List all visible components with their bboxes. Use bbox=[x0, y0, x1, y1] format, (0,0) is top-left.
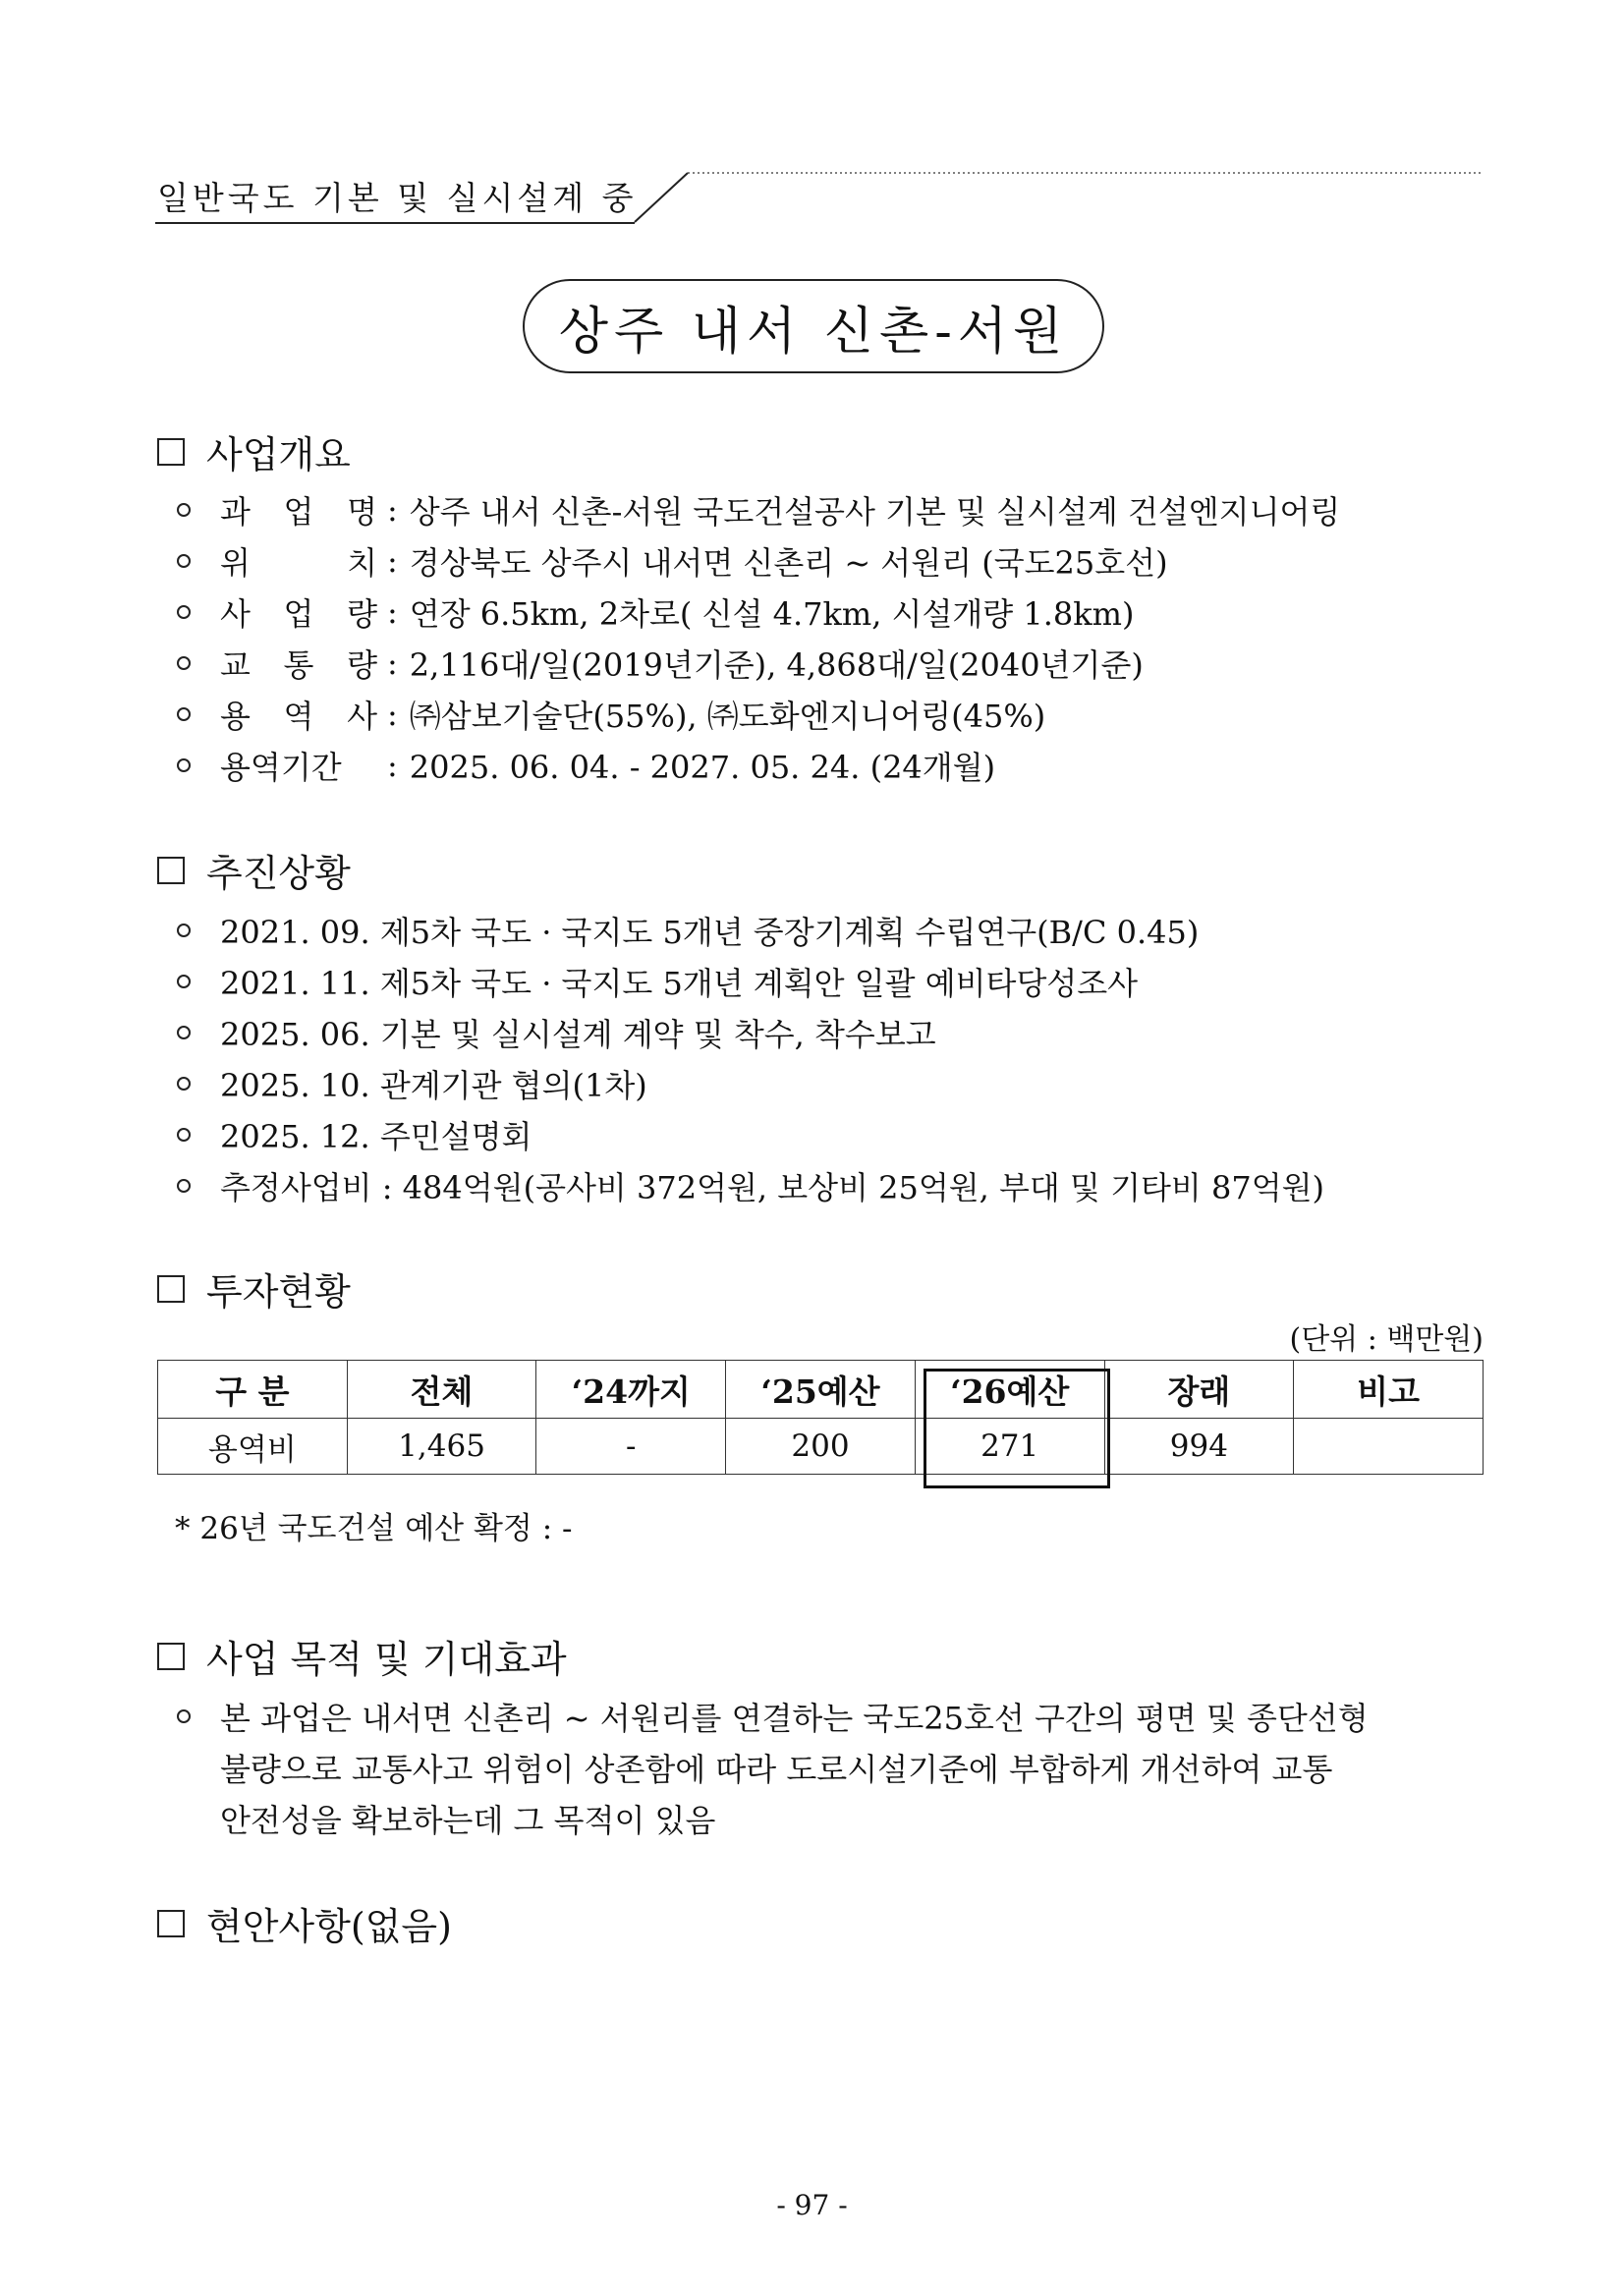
progress-text: 추정사업비 : 484억원(공사비 372억원, 보상비 25억원, 부대 및 기타비 87억원) bbox=[220, 1169, 1325, 1206]
checkbox-icon bbox=[157, 857, 185, 884]
overview-item bbox=[177, 538, 1168, 584]
progress-item bbox=[177, 908, 1199, 953]
table-cell: 271 bbox=[915, 1419, 1104, 1475]
item-value: 상주 내서 신촌-서원 국도건설공사 기본 및 실시설계 건설엔지니어링 bbox=[409, 493, 1341, 531]
item-value: 2025. 06. 04. - 2027. 05. 24. (24개월) bbox=[409, 749, 996, 786]
budget-note: * 26년 국도건설 예산 확정 : - bbox=[175, 1511, 573, 1546]
purpose-item bbox=[177, 1694, 1369, 1739]
purpose-line: 본 과업은 내서면 신촌리 ~ 서원리를 연결하는 국도25호선 구간의 평면 및 종단선형 bbox=[220, 1700, 1369, 1737]
unit-label: (단위 : 백만원) bbox=[1289, 1322, 1484, 1357]
item-separator: : bbox=[387, 644, 398, 682]
item-label: 과 업 명 bbox=[220, 493, 377, 531]
table-cell: 용역비 bbox=[158, 1419, 348, 1475]
progress-item bbox=[177, 1112, 532, 1157]
table-cell: 994 bbox=[1104, 1419, 1294, 1475]
item-value: ㈜삼보기술단(55%), ㈜도화엔지니어링(45%) bbox=[409, 698, 1046, 735]
checkbox-icon bbox=[157, 1275, 185, 1303]
item-value: 2,116대/일(2019년기준), 4,868대/일(2040년기준) bbox=[409, 646, 1144, 684]
section-purpose-heading bbox=[157, 1629, 567, 1683]
item-value: 연장 6.5km, 2차로( 신설 4.7km, 시설개량 1.8km) bbox=[409, 595, 1135, 633]
bullet-circle-icon bbox=[177, 1077, 191, 1091]
section-issues-heading bbox=[157, 1896, 452, 1950]
overview-item bbox=[177, 743, 995, 788]
page-number: - 97 - bbox=[776, 2189, 848, 2221]
table-row bbox=[158, 1419, 1484, 1475]
bullet-circle-icon bbox=[177, 605, 191, 619]
bullet-circle-icon bbox=[177, 1179, 191, 1193]
title-box bbox=[523, 279, 1104, 373]
table-header-cell: 비고 bbox=[1294, 1361, 1484, 1419]
overview-item bbox=[177, 692, 1045, 737]
table-header-cell: ‘26예산 bbox=[915, 1361, 1104, 1419]
investment-table bbox=[157, 1360, 1484, 1475]
item-label: 용 역 사 bbox=[220, 698, 377, 735]
progress-text: 2021. 11. 제5차 국도 · 국지도 5개년 계획안 일괄 예비타당성조사 bbox=[220, 965, 1139, 1002]
progress-item bbox=[177, 1163, 1324, 1208]
table-header-cell: 구 분 bbox=[158, 1361, 348, 1419]
progress-text: 2025. 10. 관계기관 협의(1차) bbox=[220, 1067, 647, 1104]
page-title: 상주 내서 신촌-서원 bbox=[558, 302, 1069, 362]
checkbox-icon bbox=[157, 438, 185, 466]
table-header-cell: ‘25예산 bbox=[726, 1361, 916, 1419]
purpose-line: 안전성을 확보하는데 그 목적이 있음 bbox=[220, 1802, 716, 1839]
bullet-circle-icon bbox=[177, 656, 191, 670]
bullet-circle-icon bbox=[177, 707, 191, 721]
header-rule bbox=[0, 0, 1624, 255]
progress-item bbox=[177, 1061, 647, 1106]
table-header-cell: 장래 bbox=[1104, 1361, 1294, 1419]
section-investment-heading bbox=[157, 1261, 351, 1316]
table-header-cell: ‘24까지 bbox=[536, 1361, 726, 1419]
bullet-circle-icon bbox=[177, 1026, 191, 1039]
overview-item bbox=[177, 641, 1144, 686]
table-header-row bbox=[158, 1361, 1484, 1419]
bullet-circle-icon bbox=[177, 758, 191, 772]
table-cell: - bbox=[536, 1419, 726, 1475]
table-cell: 200 bbox=[726, 1419, 916, 1475]
item-label: 사 업 량 bbox=[220, 595, 377, 633]
section-overview-heading bbox=[157, 424, 351, 478]
bullet-circle-icon bbox=[177, 503, 191, 517]
bullet-circle-icon bbox=[177, 1709, 191, 1723]
bullet-circle-icon bbox=[177, 924, 191, 937]
purpose-line: 불량으로 교통사고 위험이 상존함에 따라 도로시설기준에 부합하게 개선하여 교통 bbox=[220, 1751, 1333, 1788]
progress-item bbox=[177, 1010, 936, 1055]
item-value: 경상북도 상주시 내서면 신촌리 ~ 서원리 (국도25호선) bbox=[409, 544, 1168, 582]
item-separator: : bbox=[387, 747, 398, 784]
overview-item bbox=[177, 589, 1134, 635]
item-label: 용역기간 bbox=[220, 749, 342, 786]
bullet-circle-icon bbox=[177, 1128, 191, 1142]
item-separator: : bbox=[387, 696, 398, 733]
section-heading-text: 현안사항(없음) bbox=[206, 1905, 452, 1948]
running-header: 일반국도 기본 및 실시설계 중 bbox=[157, 179, 638, 217]
bullet-circle-icon bbox=[177, 975, 191, 988]
progress-text: 2025. 06. 기본 및 실시설계 계약 및 착수, 착수보고 bbox=[220, 1016, 936, 1053]
overview-item bbox=[177, 487, 1340, 532]
progress-text: 2025. 12. 주민설명회 bbox=[220, 1118, 532, 1155]
section-progress-heading bbox=[157, 843, 351, 897]
section-heading-text: 투자현황 bbox=[206, 1270, 351, 1314]
checkbox-icon bbox=[157, 1910, 185, 1937]
section-heading-text: 추진상황 bbox=[206, 852, 351, 895]
item-separator: : bbox=[387, 542, 398, 580]
table-cell bbox=[1294, 1419, 1484, 1475]
checkbox-icon bbox=[157, 1643, 185, 1670]
progress-item bbox=[177, 959, 1138, 1004]
section-heading-text: 사업개요 bbox=[206, 433, 351, 476]
progress-text: 2021. 09. 제5차 국도 · 국지도 5개년 중장기계획 수립연구(B/C 0.45) bbox=[220, 914, 1200, 951]
item-label: 교 통 량 bbox=[220, 646, 377, 684]
item-separator: : bbox=[387, 593, 398, 631]
item-label: 위 치 bbox=[220, 544, 377, 582]
section-heading-text: 사업 목적 및 기대효과 bbox=[206, 1638, 567, 1681]
bullet-circle-icon bbox=[177, 554, 191, 568]
item-separator: : bbox=[387, 491, 398, 529]
table-header-cell: 전체 bbox=[347, 1361, 536, 1419]
table-cell: 1,465 bbox=[347, 1419, 536, 1475]
